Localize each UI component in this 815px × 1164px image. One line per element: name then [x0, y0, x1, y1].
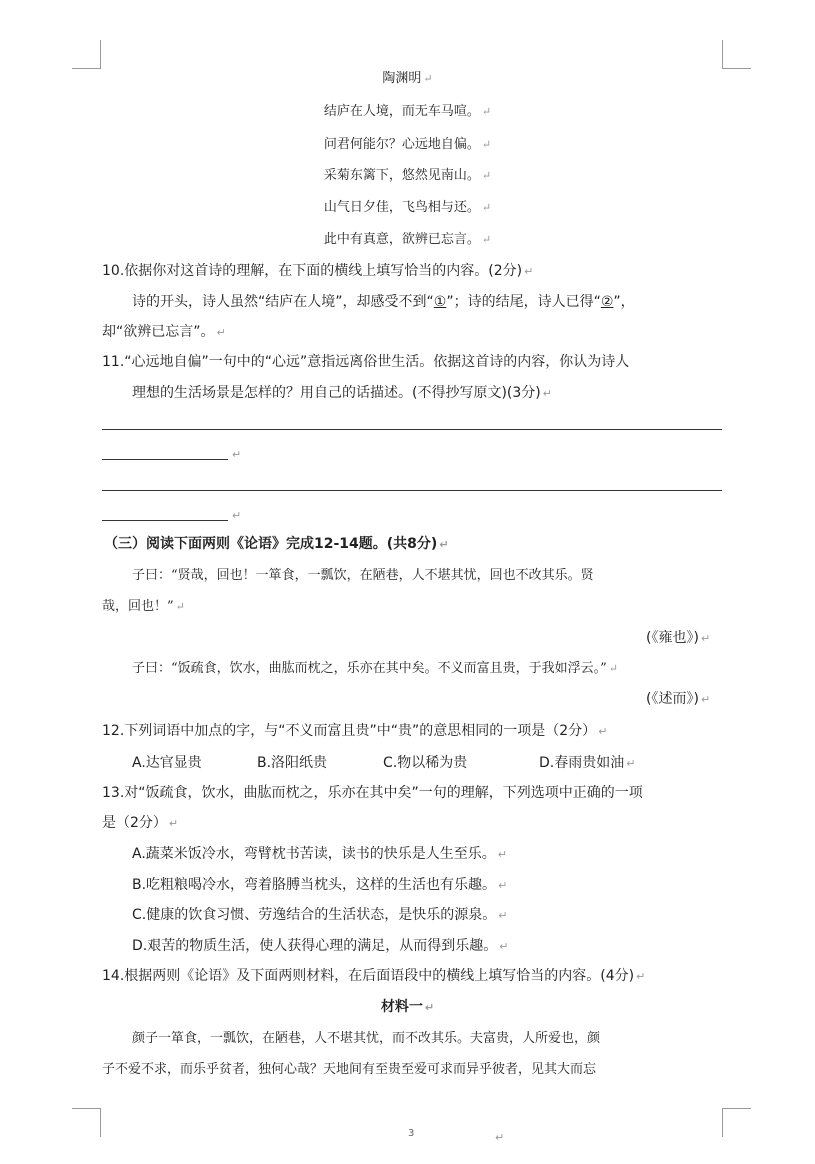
answer-line-1-cont[interactable] [102, 459, 228, 460]
paragraph-mark: ↵ [232, 448, 242, 461]
source-shuer: (《述而》) ↵ [646, 691, 711, 707]
q13-option-a[interactable]: A.蔬菜米饭冷水，弯臂枕书苦读，读书的快乐是人生至乐。 ↵ [132, 846, 507, 862]
q12-option-b[interactable]: B.洛阳纸贵 [257, 755, 328, 771]
q13-option-d[interactable]: D.艰苦的物质生活，使人获得心理的满足，从而得到乐趣。 ↵ [132, 938, 509, 954]
q13-option-b[interactable]: B.吃粗粮喝冷水，弯着胳膊当枕头，这样的生活也有乐趣。 ↵ [132, 877, 508, 893]
corner-mark-top-right [722, 40, 751, 69]
q13-title-cont: 是（2分） ↵ [102, 815, 179, 831]
lunyu-passage-1-cont: 哉，回也！” ↵ [102, 599, 185, 614]
paragraph-mark: ↵ [232, 509, 242, 522]
q11-title-cont: 理想的生活场景是怎样的？用自己的话描述。(不得抄写原文)(3分) ↵ [132, 385, 552, 401]
q11-title: 11.“心远地自偏”一句中的“心远”意指远离俗世生活。依据这首诗的内容，你认为诗人 [102, 354, 630, 370]
q10-body: 诗的开头，诗人虽然“结庐在人境”，却感受不到“①”；诗的结尾，诗人已得“②”， [132, 294, 635, 310]
poem-line-5: 此中有真意，欲辨已忘言。 ↵ [323, 232, 492, 247]
answer-line-2-cont[interactable] [102, 520, 228, 521]
poem-line-1: 结庐在人境，而无车马喧。 ↵ [323, 104, 492, 119]
lunyu-passage-2: 子曰：“饭疏食，饮水，曲肱而枕之，乐亦在其中矣。不义而富且贵，于我如浮云。” ↵ [132, 661, 619, 676]
section-3-title: （三）阅读下面两则《论语》完成12-14题。(共8分) ↵ [104, 536, 449, 552]
source-yongye: (《雍也》) ↵ [646, 630, 711, 646]
lunyu-passage-1: 子曰：“贤哉，回也！一箪食，一瓢饮，在陋巷，人不堪其忧，回也不改其乐。贤 [132, 568, 594, 583]
q12-option-a[interactable]: A.达官显贵 [132, 755, 202, 771]
material-1-title: 材料一 ↵ [380, 999, 435, 1015]
q10-title: 10.依据你对这首诗的理解，在下面的横线上填写恰当的内容。(2分) ↵ [102, 263, 534, 279]
q12-option-d[interactable]: D.春雨贵如油 ↵ [539, 755, 636, 771]
corner-mark-bottom-right [722, 1108, 751, 1137]
q13-option-c[interactable]: C.健康的饮食习惯、劳逸结合的生活状态，是快乐的源泉。 ↵ [132, 907, 508, 923]
poem-line-2: 问君何能尔？心远地自偏。 ↵ [323, 137, 492, 152]
q12-title: 12.下列词语中加点的字，与“不义而富且贵”中“贵”的意思相同的一项是（2分） ↵ [102, 723, 608, 739]
q14-title: 14.根据两则《论语》及下面两则材料，在后面语段中的横线上填写恰当的内容。(4分) ↵ [102, 968, 646, 984]
poem-line-4: 山气日夕佳，飞鸟相与还。 ↵ [323, 200, 492, 215]
poem-line-3: 采菊东篱下，悠然见南山。 ↵ [323, 168, 492, 183]
page-number: 3 [408, 1128, 415, 1139]
poem-author: 陶渊明 ↵ [382, 71, 433, 86]
q10-body-cont: 却“欲辨已忘言”。 ↵ [102, 324, 226, 340]
answer-line-1[interactable] [102, 429, 722, 430]
paragraph-mark: ↵ [495, 1131, 505, 1144]
q12-option-c[interactable]: C.物以稀为贵 [383, 755, 468, 771]
q10-blank-1: ① [433, 294, 447, 310]
material-1-text: 颜子一箪食，一瓢饮，在陋巷，人不堪其忧，而不改其乐。夫富贵，人所爱也，颜 [132, 1031, 601, 1046]
corner-mark-bottom-left [72, 1108, 101, 1137]
q10-blank-2: ② [600, 294, 614, 310]
material-1-text-cont: 子不爱不求，而乐乎贫者，独何心哉？天地间有至贵至爱可求而异乎彼者，见其大而忘 [102, 1062, 597, 1077]
q13-title: 13.对“饭疏食，饮水，曲肱而枕之，乐亦在其中矣”一句的理解，下列选项中正确的一项 [102, 785, 643, 801]
corner-mark-top-left [72, 40, 101, 69]
answer-line-2[interactable] [102, 490, 722, 491]
